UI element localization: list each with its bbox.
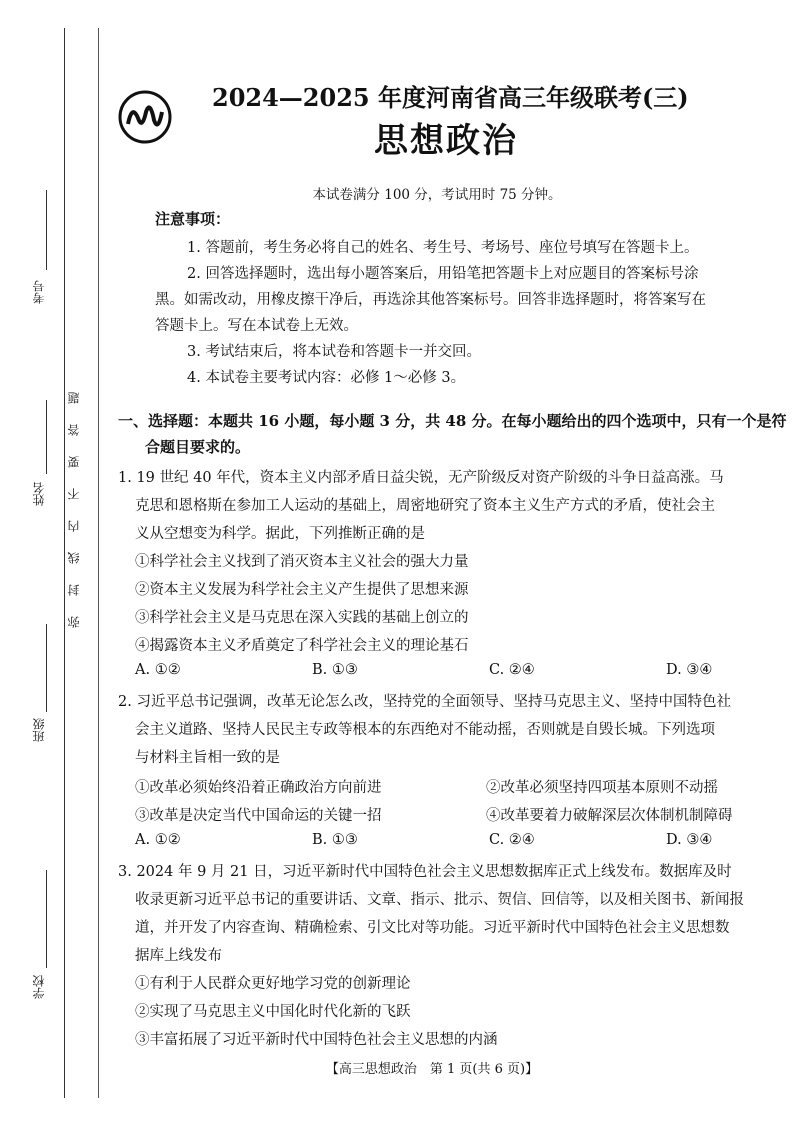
binding-margin [0,0,110,1123]
choice-c: C. ②④ [489,662,535,678]
statement: ③改革是决定当代中国命运的关键一招 [135,808,382,824]
question-text: 会主义道路、坚持人民民主专政等根本的东西绝对不能动摇，否则就是自毁长城。下列选项 [135,722,715,738]
notice-item: 答题卡上。写在本试卷上无效。 [155,318,358,334]
choice-a: A. ①② [135,832,181,848]
statement: ①有利于人民群众更好地学习党的创新理论 [135,976,411,992]
statement: ③丰富拓展了习近平新时代中国特色社会主义思想的内涵 [135,1032,498,1048]
section-heading: 一、选择题：本题共 16 小题，每小题 3 分，共 48 分。在每小题给出的四个选项中，只有一个是符 [118,412,787,430]
notice-item: 4. 本试卷主要考试内容：必修 1～必修 3。 [187,370,466,386]
choice-b: B. ①③ [312,662,358,678]
statement: ④改革要着力破解深层次体制机制障碍 [486,808,733,824]
question-text: 收录更新习近平总书记的重要讲话、文章、指示、批示、贺信、回信等，以及相关图书、新闻报 [135,892,744,908]
field-name-line [46,400,47,474]
notice-title: 注意事项： [155,210,231,228]
statement: ①科学社会主义找到了消灭资本主义社会的强大力量 [135,554,469,570]
field-exam-number: 考号 [32,280,46,304]
choice-c: C. ②④ [489,832,535,848]
statement: ②资本主义发展为科学社会主义产生提供了思想来源 [135,582,469,598]
exam-logo-icon [118,90,172,144]
question-text: 与材料主旨相一致的是 [135,750,280,766]
page-footer: 【高三思想政治 第 1 页(共 6 页)】 [325,1062,539,1077]
seal-warning-text: 弥封线内不要答题 [67,372,81,628]
choice-b: B. ①③ [312,832,358,848]
exam-info: 本试卷满分 100 分，考试用时 75 分钟。 [312,187,562,203]
statement: ②实现了马克思主义中国化时代化新的飞跃 [135,1004,411,1020]
field-school: 学校 [32,975,46,999]
notice-item: 1. 答题前，考生务必将自己的姓名、考生号、考场号、座位号填写在答题卡上。 [187,240,699,256]
statement: ③科学社会主义是马克思在深入实践的基础上创立的 [135,610,469,626]
notice-item: 3. 考试结束后，将本试卷和答题卡一并交回。 [187,344,481,360]
field-class: 班级 [32,718,46,742]
question-text: 克思和恩格斯在参加工人运动的基础上，周密地研究了资本主义生产方式的矛盾，使社会主 [135,498,715,514]
field-school-line [46,870,47,968]
choice-a: A. ①② [135,662,181,678]
question-text: 2. 习近平总书记强调，改革无论怎么改，坚持党的全面领导、坚持马克思主义、坚持中国特色社 [118,694,731,710]
statement: ④揭露资本主义矛盾奠定了科学社会主义的理论基石 [135,638,469,654]
question-text: 义从空想变为科学。据此，下列推断正确的是 [135,526,425,542]
statement: ②改革必须坚持四项基本原则不动摇 [486,780,718,796]
exam-title: 2024—2025 年度河南省高三年级联考(三) [212,83,689,112]
choice-d: D. ③④ [666,832,713,848]
question-text: 1. 19 世纪 40 年代，资本主义内部矛盾日益尖锐，无产阶级反对资产阶级的斗争日益高涨。马 [118,470,724,486]
field-name: 姓名 [32,482,46,506]
field-class-line [46,624,47,712]
section-heading-cont: 合题目要求的。 [145,438,251,456]
statement: ①改革必须始终沿着正确政治方向前进 [135,780,382,796]
question-text: 3. 2024 年 9 月 21 日，习近平新时代中国特色社会主义思想数据库正式上线发布。数据库及时 [118,864,732,880]
question-text: 道，并开发了内容查询、精确检索、引文比对等功能。习近平新时代中国特色社会主义思想数 [135,920,730,936]
choice-d: D. ③④ [666,662,713,678]
question-text: 据库上线发布 [135,948,222,964]
notice-item: 2. 回答选择题时，选出每小题答案后，用铅笔把答题卡上对应题目的答案标号涂 [187,266,699,282]
notice-item: 黑。如需改动，用橡皮擦干净后，再选涂其他答案标号。回答非选择题时，将答案写在 [155,292,706,308]
subject-title: 思想政治 [374,121,518,161]
